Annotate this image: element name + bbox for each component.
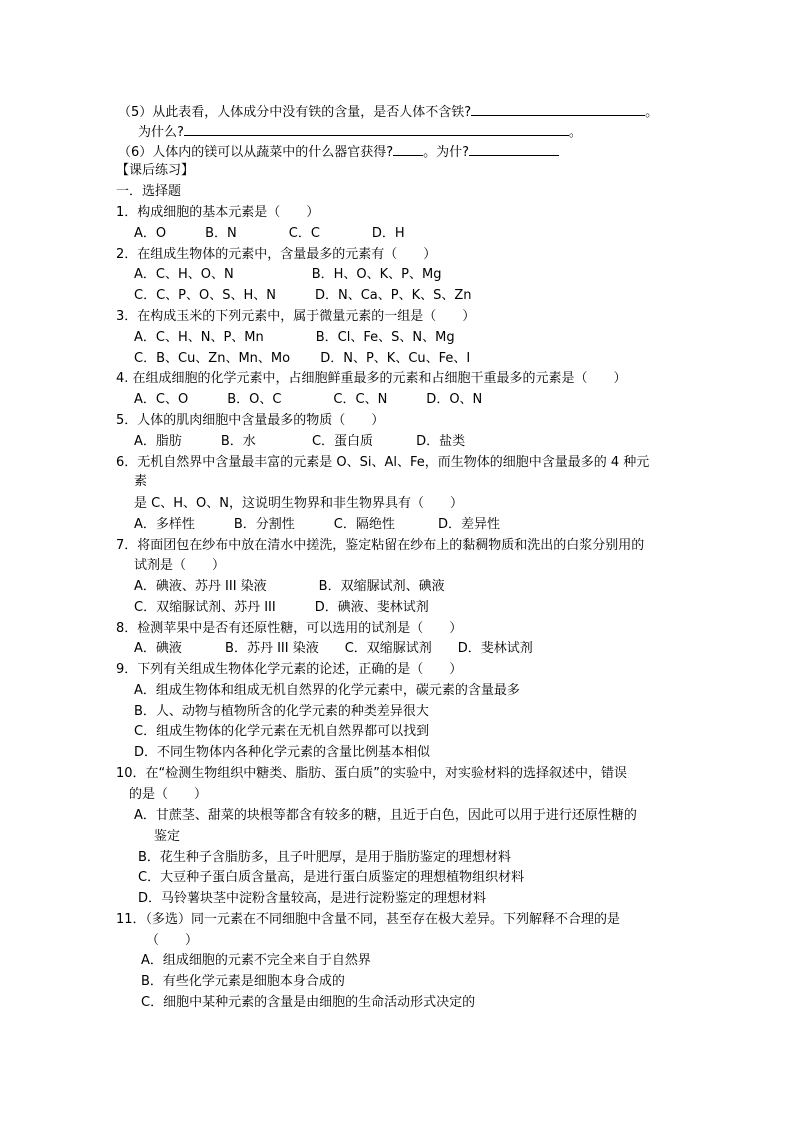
option-line: A．C、H、O、N B．H、O、K、P、Mg (134, 267, 442, 282)
period: 。 (568, 125, 582, 140)
question-line: 9．下列有关组成生物体化学元素的论述，正确的是（ ） (116, 662, 463, 677)
part-heading: 一．选择题 (116, 184, 182, 199)
question-5-text: （5）从此表看，人体成分中没有铁的含量，是否人体不含铁? (118, 105, 472, 120)
question-6-text: （6）人体内的镁可以从蔬菜中的什么器官获得? (118, 145, 394, 160)
section-heading: 【课后练习】 (116, 163, 195, 178)
answer-blank-6b[interactable] (469, 141, 559, 156)
question-line: 3．在构成玉米的下列元素中，属于微量元素的一组是（ ） (116, 309, 476, 324)
option-line: A．碘液 B．苏丹 III 染液 C．双缩脲试剂 D．斐林试剂 (134, 641, 533, 656)
option-line: A．碘液、苏丹 III 染液 B．双缩脲试剂、碘液 (134, 579, 445, 594)
option-line: C．组成生物体的化学元素在无机自然界都可以找到 (134, 724, 430, 739)
question-line: 6．无机自然界中含量最丰富的元素是 O、Si、Al、Fe，而生物体的细胞中含量最多的 4 种元 (116, 455, 650, 470)
option-line: D．马铃薯块茎中淀粉含量较高，是进行淀粉鉴定的理想材料 (138, 891, 487, 906)
answer-blank-5b[interactable] (184, 121, 569, 136)
question-line: （ ） (146, 933, 199, 948)
option-line: B．有些化学元素是细胞本身合成的 (141, 974, 345, 989)
option-line: A．C、H、N、P、Mn B．Cl、Fe、S、N、Mg (134, 330, 455, 345)
option-line: A．多样性 B．分割性 C．隔绝性 D．差异性 (134, 517, 501, 532)
option-line: A．脂肪 B．水 C．蛋白质 D．盐类 (134, 434, 466, 449)
option-line: C．双缩脲试剂、苏丹 III D．碘液、斐林试剂 (134, 600, 429, 615)
question-line: 素 (134, 474, 148, 489)
question-line: 5．人体的肌肉细胞中含量最多的物质（ ） (116, 413, 385, 428)
option-line: C．B、Cu、Zn、Mn、Mo D．N、P、K、Cu、Fe、I (134, 351, 471, 366)
question-6 (118, 141, 559, 161)
question-line: 的是（ ） (129, 787, 208, 802)
option-line: C．大豆种子蛋白质含量高，是进行蛋白质鉴定的理想植物组织材料 (138, 870, 525, 885)
option-line: A．C、O B．O、C C．C、N D．O、N (134, 392, 483, 407)
answer-blank-6a[interactable] (393, 141, 423, 156)
option-line: A．组成细胞的元素不完全来自于自然界 (141, 953, 371, 968)
option-line: A．甘蔗茎、甜菜的块根等都含有较多的糖，且近于白色，因此可以用于进行还原性糖的 (134, 808, 637, 823)
option-line: A．O B．N C．C D．H (134, 226, 405, 241)
option-line: C．C、P、O、S、H、N D．N、Ca、P、K、S、Zn (134, 288, 472, 303)
option-line: C．细胞中某种元素的含量是由细胞的生命活动形式决定的 (141, 995, 476, 1010)
period: 。 (645, 105, 659, 120)
question-line: 是 C、H、O、N，这说明生物界和非生物界具有（ ） (134, 496, 463, 511)
question-line: 8．检测苹果中是否有还原性糖，可以选用的试剂是（ ） (116, 621, 463, 636)
question-line: 2．在组成生物体的元素中，含量最多的元素有（ ） (116, 247, 437, 262)
question-line: 试剂是（ ） (134, 558, 226, 573)
question-5-line-1 (118, 101, 658, 121)
question-line: 10．在“检测生物组织中糖类、脂肪、蛋白质”的实验中，对实验材料的选择叙述中，错误 (116, 766, 628, 781)
option-line: D．不同生物体内各种化学元素的含量比例基本相似 (134, 745, 431, 760)
question-5-why: 为什么? (138, 125, 184, 140)
option-line: B．人、动物与植物所含的化学元素的种类差异很大 (134, 704, 429, 719)
question-5-line-2 (138, 121, 582, 141)
question-line: 11．（多选）同一元素在不同细胞中含量不同，甚至存在极大差异。下列解释不合理的是 (116, 912, 621, 927)
option-line: A．组成生物体和组成无机自然界的化学元素中，碳元素的含量最多 (134, 683, 520, 698)
question-line: 7．将面团包在纱布中放在清水中搓洗，鉴定粘留在纱布上的黏稠物质和洗出的白浆分别用的 (116, 538, 645, 553)
answer-blank-5a[interactable] (471, 101, 645, 116)
question-line: 1．构成细胞的基本元素是（ ） (116, 205, 320, 220)
option-line: B．花生种子含脂肪多，且子叶肥厚，是用于脂肪鉴定的理想材料 (138, 850, 511, 865)
question-6-why: 。为什? (423, 145, 470, 160)
option-line: 鉴定 (154, 829, 181, 844)
question-line: 4. 在组成细胞的化学元素中，占细胞鲜重最多的元素和占细胞干重最多的元素是（ ） (116, 371, 627, 386)
